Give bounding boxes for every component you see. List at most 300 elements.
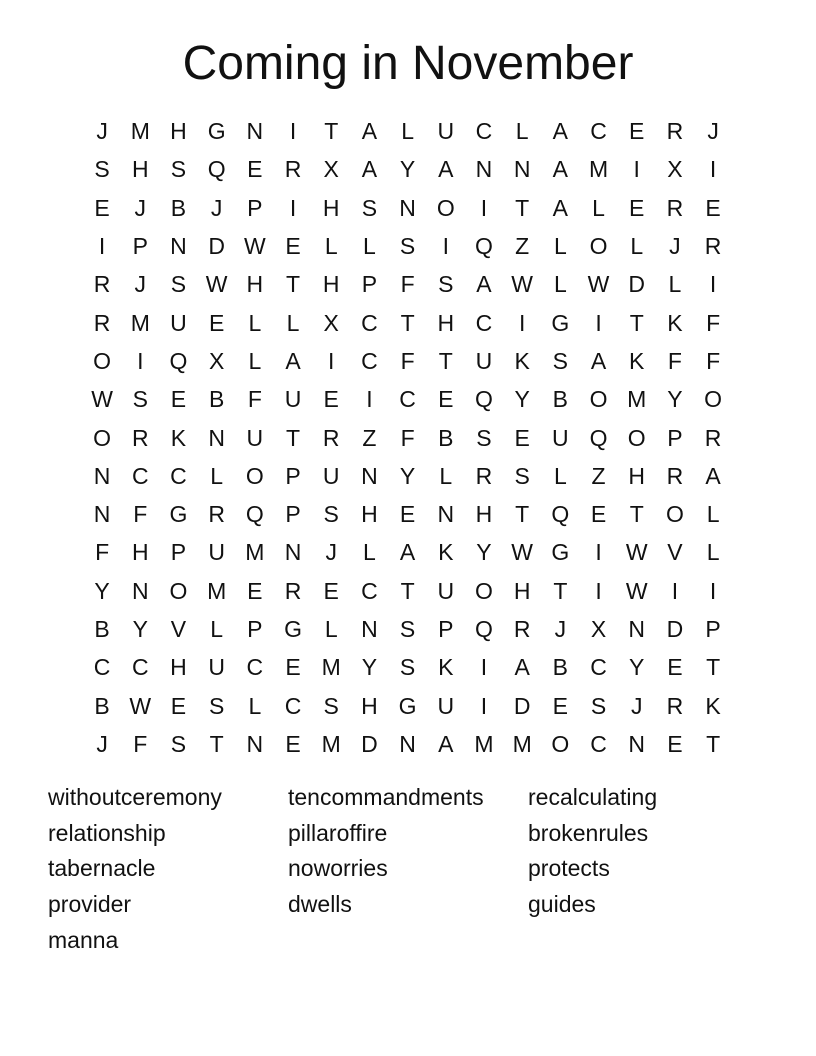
grid-letter: I — [595, 577, 602, 604]
grid-letter: U — [437, 577, 455, 604]
grid-letter: I — [442, 233, 449, 260]
grid-letter: S — [132, 386, 148, 413]
grid-letter: Y — [514, 386, 530, 413]
grid-letter: E — [208, 309, 225, 336]
grid-letter: S — [552, 347, 569, 374]
grid-letter: E — [667, 730, 683, 757]
grid-letter: L — [668, 271, 682, 298]
grid-letter: J — [210, 194, 223, 221]
grid-letter: C — [93, 654, 111, 681]
grid-letter: O — [475, 577, 493, 604]
grid-letter: M — [130, 309, 150, 336]
grid-letter: R — [208, 501, 225, 528]
grid-letter: O — [704, 386, 723, 413]
grid-letter: E — [438, 386, 454, 413]
grid-letter: U — [552, 424, 569, 451]
grid-letter: R — [93, 309, 111, 336]
grid-letter: A — [438, 156, 454, 183]
grid-letter: O — [245, 462, 264, 489]
grid-letter: Y — [399, 462, 416, 489]
grid-letter: E — [552, 692, 569, 719]
grid-letter: E — [285, 730, 301, 757]
grid-letter: Q — [245, 501, 264, 528]
grid-letter: C — [475, 309, 493, 336]
grid-letter: J — [630, 692, 643, 719]
grid-letter: R — [93, 271, 111, 298]
grid-letter: G — [398, 692, 417, 719]
grid-letter: Q — [475, 233, 493, 260]
grid-letter: R — [475, 462, 493, 489]
grid-letter: S — [590, 692, 607, 719]
grid-letter: R — [666, 692, 684, 719]
grid-letter: L — [515, 118, 529, 145]
word-column-2 — [288, 780, 518, 923]
grid-letter: J — [669, 233, 681, 260]
grid-letter: C — [284, 692, 302, 719]
grid-letter: B — [552, 386, 569, 413]
grid-letter: G — [169, 501, 188, 528]
grid-letter: E — [629, 194, 645, 221]
grid-letter: D — [513, 692, 531, 719]
grid-letter: U — [437, 692, 455, 719]
word-list-item: brokenrules — [528, 819, 649, 846]
grid-letter: D — [208, 233, 225, 260]
grid-letter: R — [513, 616, 531, 642]
grid-letter: C — [361, 577, 378, 604]
grid-row — [83, 342, 733, 380]
grid-letter: A — [552, 156, 569, 183]
grid-letter: H — [361, 501, 378, 528]
grid-letter: P — [705, 616, 721, 642]
grid-letter: I — [366, 386, 373, 413]
word-list-item: recalculating — [528, 784, 658, 810]
grid-letter: E — [323, 386, 339, 413]
grid-letter: N — [361, 616, 378, 642]
grid-letter: L — [248, 309, 262, 336]
grid-letter: W — [129, 692, 152, 719]
grid-letter: V — [667, 539, 683, 566]
grid-letter: O — [627, 424, 646, 451]
grid-letter: E — [399, 501, 416, 528]
grid-letter: S — [323, 692, 339, 719]
grid-letter: P — [285, 462, 301, 489]
grid-letter: O — [665, 501, 684, 528]
grid-letter: L — [324, 233, 338, 260]
grid-letter: F — [667, 347, 682, 374]
grid-letter: E — [323, 577, 339, 604]
grid-row — [83, 495, 733, 533]
grid-letter: K — [438, 539, 454, 566]
word-list-item: tencommandments — [288, 784, 484, 810]
grid-letter: T — [629, 501, 644, 528]
grid-letter: L — [324, 616, 338, 642]
grid-letter: Y — [361, 654, 378, 681]
grid-letter: C — [246, 654, 264, 681]
word-column-3 — [528, 780, 758, 923]
grid-letter: X — [590, 616, 607, 642]
grid-letter: K — [629, 347, 645, 374]
grid-letter: L — [286, 309, 300, 336]
grid-letter: C — [475, 118, 493, 145]
grid-letter: Q — [475, 386, 493, 413]
grid-letter: U — [322, 462, 340, 489]
grid-letter: L — [553, 233, 567, 260]
grid-letter: F — [706, 347, 721, 374]
grid-letter: H — [628, 462, 646, 489]
grid-letter: N — [513, 156, 531, 183]
grid-row — [83, 686, 733, 724]
grid-letter: I — [595, 309, 602, 336]
grid-letter: B — [438, 424, 454, 451]
grid-letter: Y — [399, 156, 416, 183]
grid-letter: Y — [132, 616, 148, 642]
grid-letter: N — [93, 462, 111, 489]
grid-letter: A — [285, 347, 301, 374]
grid-letter: L — [248, 347, 262, 374]
grid-letter: M — [245, 539, 265, 566]
grid-letter: H — [322, 271, 340, 298]
grid-letter: J — [96, 730, 108, 757]
grid-letter: C — [131, 462, 149, 489]
word-list-item: guides — [528, 891, 596, 918]
grid-letter: J — [134, 271, 147, 298]
grid-letter: L — [210, 616, 224, 642]
grid-letter: S — [399, 233, 416, 260]
grid-letter: F — [400, 347, 415, 374]
grid-letter: A — [705, 462, 721, 489]
grid-letter: U — [246, 424, 264, 451]
word-column-1 — [48, 780, 278, 959]
grid-letter: L — [706, 539, 720, 566]
grid-letter: A — [476, 271, 492, 298]
grid-letter: E — [285, 654, 301, 681]
grid-letter: I — [709, 577, 717, 604]
grid-letter: N — [628, 730, 646, 757]
grid-letter: A — [590, 347, 607, 374]
grid-letter: I — [480, 194, 488, 221]
grid-letter: R — [284, 577, 302, 604]
grid-letter: I — [289, 194, 297, 221]
grid-letter: E — [590, 501, 607, 528]
grid-letter: H — [322, 194, 340, 221]
grid-row — [83, 189, 733, 227]
grid-letter: H — [131, 539, 149, 566]
grid-letter: U — [475, 347, 493, 374]
grid-letter: K — [438, 654, 454, 681]
grid-letter: N — [93, 501, 111, 528]
grid-letter: H — [475, 501, 493, 528]
grid-letter: G — [551, 309, 570, 336]
grid-letter: S — [94, 156, 110, 183]
grid-letter: W — [511, 539, 534, 566]
grid-letter: N — [208, 424, 225, 451]
grid-letter: N — [246, 118, 264, 145]
grid-letter: B — [170, 194, 187, 221]
grid-letter: E — [705, 194, 721, 221]
grid-row — [83, 303, 733, 341]
grid-letter: N — [284, 539, 302, 566]
grid-letter: F — [133, 730, 148, 757]
grid-letter: Z — [591, 462, 606, 489]
grid-letter: Y — [476, 539, 492, 566]
grid-letter: R — [666, 462, 684, 489]
grid-letter: Q — [589, 424, 608, 451]
grid-letter: N — [437, 501, 455, 528]
grid-letter: N — [399, 730, 416, 757]
grid-letter: Q — [551, 501, 570, 528]
grid-letter: U — [437, 118, 455, 145]
grid-letter: S — [170, 156, 187, 183]
grid-letter: Z — [515, 233, 530, 260]
grid-row — [83, 725, 733, 763]
grid-letter: T — [286, 271, 301, 298]
grid-letter: K — [170, 424, 187, 451]
grid-letter: E — [170, 386, 187, 413]
grid-letter: X — [323, 309, 339, 336]
grid-letter: T — [400, 309, 415, 336]
word-list-item: relationship — [48, 819, 166, 846]
word-list-item: provider — [48, 891, 132, 918]
grid-letter: S — [514, 462, 530, 489]
grid-letter: K — [667, 309, 683, 336]
grid-letter: I — [480, 692, 488, 719]
grid-letter: B — [208, 386, 225, 413]
grid-letter: I — [709, 271, 717, 298]
grid-row — [83, 227, 733, 265]
grid-letter: R — [704, 233, 722, 260]
grid-letter: W — [625, 539, 648, 566]
grid-letter: E — [170, 692, 187, 719]
grid-letter: T — [629, 309, 644, 336]
grid-letter: S — [323, 501, 339, 528]
grid-row — [83, 112, 733, 150]
grid-letter: N — [628, 616, 646, 642]
word-list-item: dwells — [288, 891, 352, 918]
grid-letter: O — [93, 347, 112, 374]
grid-letter: Z — [362, 424, 377, 451]
grid-letter: H — [246, 271, 264, 298]
grid-letter: C — [361, 347, 378, 374]
grid-letter: W — [625, 577, 648, 604]
grid-letter: Y — [629, 654, 645, 681]
grid-letter: T — [706, 730, 721, 757]
grid-letter: C — [361, 309, 378, 336]
grid-letter: F — [247, 386, 262, 413]
grid-letter: I — [137, 347, 144, 374]
grid-letter: J — [134, 194, 147, 221]
grid-letter: F — [400, 271, 415, 298]
grid-row — [83, 648, 733, 686]
grid-letter: E — [247, 156, 263, 183]
grid-letter: F — [400, 424, 415, 451]
grid-letter: L — [592, 194, 605, 221]
grid-letter: F — [133, 501, 148, 528]
grid-letter: D — [628, 271, 646, 298]
grid-letter: M — [321, 730, 341, 757]
grid-letter: L — [401, 118, 414, 145]
grid-letter: L — [210, 462, 224, 489]
grid-letter: P — [247, 194, 263, 221]
grid-letter: O — [551, 730, 570, 757]
grid-letter: T — [515, 501, 530, 528]
grid-letter: Q — [475, 616, 493, 642]
grid-letter: S — [399, 654, 416, 681]
letter-grid — [83, 112, 733, 763]
grid-row — [83, 533, 733, 571]
grid-letter: M — [130, 118, 150, 145]
grid-letter: P — [285, 501, 301, 528]
grid-letter: E — [514, 424, 530, 451]
grid-letter: R — [666, 194, 684, 221]
grid-letter: A — [438, 730, 454, 757]
grid-letter: I — [671, 577, 679, 604]
grid-letter: M — [627, 386, 647, 413]
grid-letter: L — [248, 692, 262, 719]
grid-letter: S — [438, 271, 454, 298]
grid-letter: O — [589, 386, 608, 413]
grid-letter: T — [438, 347, 453, 374]
grid-letter: U — [208, 539, 225, 566]
grid-row — [83, 457, 733, 495]
grid-letter: G — [551, 539, 570, 566]
grid-letter: I — [98, 233, 106, 260]
grid-letter: P — [247, 616, 263, 642]
grid-letter: I — [709, 156, 717, 183]
grid-letter: A — [552, 194, 569, 221]
grid-letter: O — [436, 194, 455, 221]
grid-letter: I — [595, 539, 602, 566]
grid-letter: M — [512, 730, 532, 757]
grid-letter: B — [94, 616, 110, 642]
word-list-item: tabernacle — [48, 855, 156, 882]
grid-letter: R — [322, 424, 340, 451]
grid-letter: U — [170, 309, 187, 336]
grid-letter: L — [363, 233, 376, 260]
grid-letter: N — [399, 194, 416, 221]
grid-letter: R — [131, 424, 149, 451]
grid-letter: Q — [169, 347, 188, 374]
grid-letter: B — [552, 654, 569, 681]
grid-letter: P — [438, 616, 454, 642]
grid-letter: I — [633, 156, 640, 183]
grid-letter: X — [667, 156, 683, 183]
grid-letter: R — [704, 424, 722, 451]
grid-letter: F — [706, 309, 721, 336]
grid-letter: G — [284, 616, 302, 642]
grid-letter: M — [588, 156, 609, 183]
grid-letter: W — [511, 271, 534, 298]
grid-letter: T — [515, 194, 530, 221]
grid-letter: C — [170, 462, 187, 489]
grid-letter: H — [437, 309, 455, 336]
grid-letter: L — [706, 501, 720, 528]
grid-letter: I — [328, 347, 335, 374]
grid-letter: M — [474, 730, 494, 757]
grid-letter: T — [324, 118, 339, 145]
grid-letter: C — [399, 386, 416, 413]
grid-letter: E — [285, 233, 301, 260]
grid-letter: J — [707, 118, 719, 145]
grid-letter: A — [552, 118, 569, 145]
grid-letter: U — [284, 386, 302, 413]
grid-row — [83, 572, 733, 610]
grid-letter: N — [475, 156, 493, 183]
grid-letter: P — [667, 424, 683, 451]
grid-letter: T — [400, 577, 415, 604]
grid-letter: J — [96, 118, 108, 145]
grid-row — [83, 265, 733, 303]
grid-letter: O — [589, 233, 608, 260]
grid-letter: Y — [94, 577, 110, 604]
grid-row — [83, 380, 733, 418]
grid-letter: H — [513, 577, 531, 604]
word-list-item: manna — [48, 926, 119, 953]
grid-letter: S — [361, 194, 378, 221]
grid-letter: H — [131, 156, 149, 183]
grid-letter: I — [480, 654, 488, 681]
grid-row — [83, 610, 733, 648]
word-list-item: protects — [528, 855, 610, 882]
grid-letter: X — [323, 156, 339, 183]
grid-letter: G — [207, 118, 226, 145]
grid-letter: R — [666, 118, 684, 145]
grid-row — [83, 418, 733, 456]
grid-letter: L — [553, 271, 567, 298]
grid-letter: O — [93, 424, 112, 451]
grid-letter: T — [553, 577, 568, 604]
page-title: Coming in November — [182, 37, 634, 90]
grid-letter: R — [284, 156, 302, 183]
grid-letter: S — [399, 616, 416, 642]
grid-letter: H — [170, 118, 187, 145]
grid-letter: W — [587, 271, 610, 298]
grid-letter: Q — [207, 156, 226, 183]
grid-letter: M — [321, 654, 341, 681]
grid-letter: X — [208, 347, 225, 374]
grid-letter: N — [170, 233, 187, 260]
grid-letter: A — [514, 654, 530, 681]
grid-letter: J — [554, 616, 567, 642]
grid-letter: S — [170, 271, 187, 298]
grid-letter: M — [207, 577, 227, 604]
grid-letter: A — [361, 118, 378, 145]
grid-letter: N — [131, 577, 149, 604]
word-list-item: pillaroffire — [288, 819, 388, 846]
grid-letter: A — [361, 156, 378, 183]
grid-letter: W — [91, 386, 113, 413]
grid-letter: V — [170, 616, 187, 642]
grid-row — [83, 150, 733, 188]
grid-letter: C — [131, 654, 149, 681]
grid-letter: I — [289, 118, 297, 145]
word-list-item: withoutceremony — [48, 784, 222, 810]
grid-letter: E — [667, 654, 683, 681]
grid-letter: P — [361, 271, 378, 298]
grid-letter: H — [361, 692, 378, 719]
grid-letter: K — [514, 347, 530, 374]
grid-letter: L — [630, 233, 644, 260]
grid-letter: K — [705, 692, 721, 719]
grid-letter: C — [590, 118, 607, 145]
word-list-item: noworries — [288, 855, 388, 882]
grid-letter: D — [361, 730, 378, 757]
grid-letter: A — [399, 539, 416, 566]
grid-letter: C — [590, 654, 607, 681]
grid-letter: E — [94, 194, 110, 221]
grid-letter: E — [247, 577, 263, 604]
grid-letter: O — [169, 577, 188, 604]
grid-letter: P — [132, 233, 148, 260]
